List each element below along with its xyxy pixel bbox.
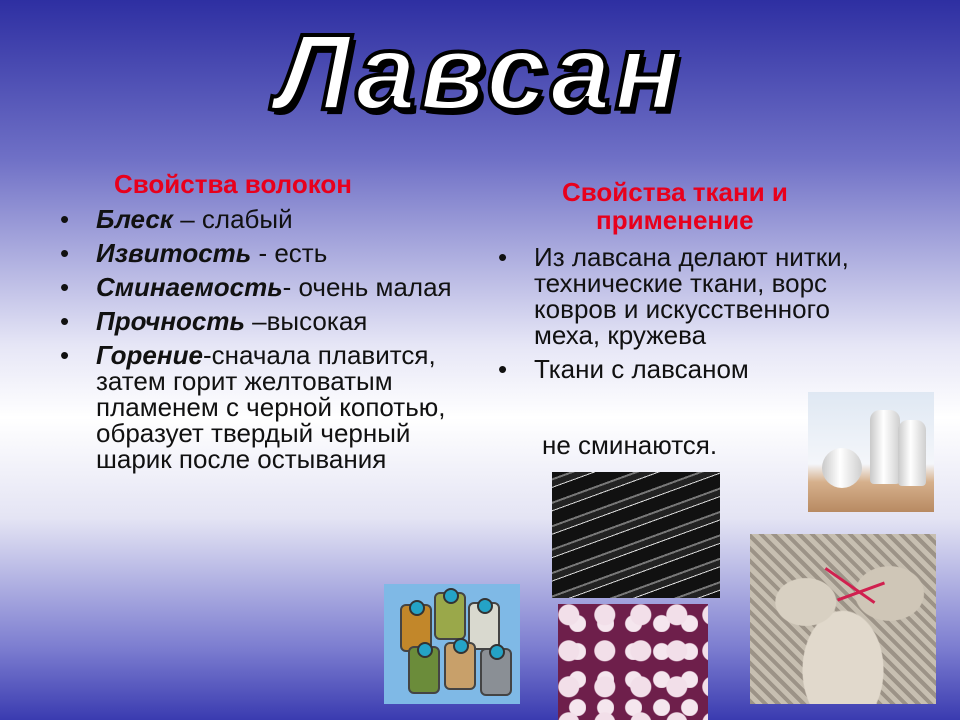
property-value: - есть (251, 238, 328, 268)
fabric-item-text: Из лавсана делают нитки, технические ткани, ворс ковров и искусственного меха, кружева (534, 242, 849, 350)
list-item (56, 206, 486, 232)
list-item (56, 274, 456, 300)
white-thread-cones-photo (808, 392, 934, 512)
fiber-properties-heading: Свойства волокон (114, 169, 352, 199)
property-term: Горение (96, 340, 203, 370)
property-value: -сначала плавится, затем горит желтоватым пламенем с черной копотью, образует твердый черный шарик после остывания (96, 340, 446, 474)
thread-spools-photo (384, 584, 520, 704)
fabric-item-continuation: не сминаются. (542, 430, 718, 460)
bullet: • (498, 242, 508, 272)
slide-title: Лавсан (276, 11, 684, 132)
property-term: Сминаемость (96, 272, 283, 302)
bullet: • (60, 272, 70, 302)
list-item (56, 342, 468, 472)
property-term: Прочность (96, 306, 245, 336)
property-value: - очень малая (282, 272, 452, 302)
property-term: Блеск (96, 204, 173, 234)
bullet: • (60, 306, 70, 336)
bullet: • (498, 354, 508, 384)
lace-fabric-photo (558, 604, 708, 720)
fabric-properties-heading-line1: Свойства ткани и (562, 177, 788, 207)
bullet: • (60, 340, 70, 370)
list-item (494, 356, 854, 382)
synthetic-fur-photo (552, 472, 720, 598)
fabric-properties-list (494, 244, 854, 390)
property-value: –высокая (244, 306, 368, 336)
list-item (56, 240, 486, 266)
fiber-properties-list (56, 206, 486, 480)
yarn-skeins-photo (750, 534, 936, 704)
list-item (494, 244, 854, 348)
fabric-item-text: Ткани с лавсаном (534, 354, 749, 384)
property-value: – слабый (172, 204, 293, 234)
bullet: • (60, 238, 70, 268)
fabric-properties-heading-line2: применение (596, 205, 754, 235)
list-item (56, 308, 486, 334)
bullet: • (60, 204, 70, 234)
property-term: Извитость (96, 238, 252, 268)
